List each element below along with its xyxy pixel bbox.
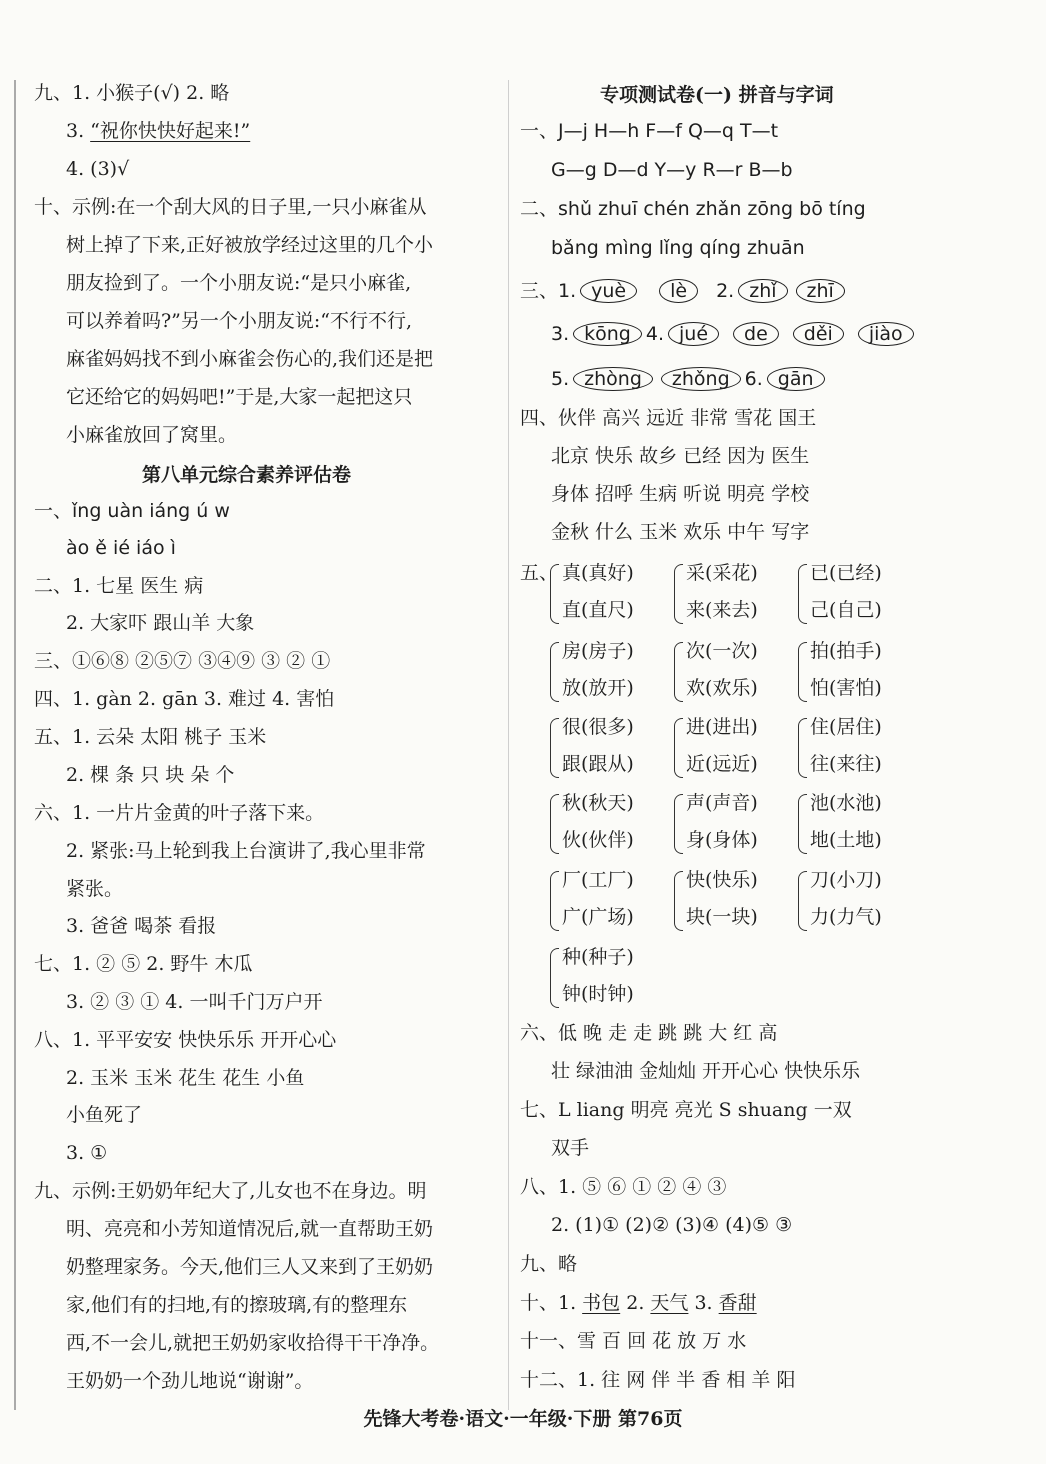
para9-line: 家,他们有的扫地,有的擦玻璃,有的整理东: [66, 1294, 408, 1316]
para10-line: 可以养着吗?”另一个小朋友说:“不行不行,: [66, 310, 413, 332]
char-pair-item: 块(一块): [686, 906, 758, 928]
char-pair-item: 欢(欢乐): [686, 677, 758, 699]
circled-pinyin: zhī: [796, 279, 845, 303]
para10-line: 麻雀妈妈找不到小麻雀会伤心的,我们还是把: [66, 348, 434, 370]
para9-line: 明、亮亮和小芳知道情况后,就一直帮助王奶: [66, 1218, 434, 1240]
char-pair-item: 采(采花): [686, 562, 758, 584]
answer-word: 天气: [650, 1292, 689, 1314]
circled-pinyin: kōng: [573, 322, 642, 346]
unit-q1-b: ào ě ié iáo ì: [66, 537, 176, 559]
para10-line: 十、示例:在一个刮大风的日子里,一只小麻雀从: [34, 196, 427, 218]
char-pair-item: 伙(伙伴): [562, 829, 634, 851]
char-pair-item: 直(直尺): [562, 599, 634, 621]
char-pair-item: 秋(秋天): [562, 792, 634, 814]
item-num: 6.: [744, 368, 763, 390]
para10-line: 它还给它的妈妈吧!”于是,大家一起把这只: [66, 386, 413, 408]
brace-bracket: [798, 794, 807, 854]
circled-pinyin: de: [733, 322, 779, 346]
char-pair-item: 地(土地): [810, 829, 882, 851]
r-q9: 九、略: [520, 1253, 578, 1275]
unit-q6-c: 紧张。: [66, 878, 124, 900]
r-q8-b: 2. (1)① (2)② (3)④ (4)⑤ ③: [551, 1214, 793, 1236]
r-q7-a: 七、L liang 明亮 亮光 S shuang 一双: [520, 1099, 852, 1121]
brace-bracket: [550, 794, 559, 854]
answer-9-3: [66, 118, 250, 144]
unit-q8-c: 小鱼死了: [66, 1104, 143, 1126]
char-pair-item: 身(身体): [686, 829, 758, 851]
unit-q4: 四、1. gàn 2. gān 3. 难过 4. 害怕: [34, 688, 335, 710]
r-q12: 十二、1. 往 网 伴 半 香 相 羊 阳: [520, 1369, 796, 1391]
r-q3-row3: [551, 366, 829, 392]
brace-bracket: [674, 871, 683, 931]
r-q3-row1: [520, 278, 849, 304]
unit-q2-b: 2. 大家吓 跟山羊 大象: [66, 612, 255, 634]
circled-pinyin: jiào: [858, 322, 914, 346]
brace-bracket: [550, 564, 559, 624]
unit-q7-a: 七、1. ② ⑤ 2. 野牛 木瓜: [34, 953, 253, 975]
r-q7-b: 双手: [551, 1137, 590, 1159]
char-pair-item: 房(房子): [562, 640, 634, 662]
item-num: 2.: [620, 1292, 651, 1314]
char-pair-item: 放(放开): [562, 677, 634, 699]
circled-pinyin: yuè: [580, 279, 637, 303]
char-pair-item: 怕(害怕): [810, 677, 882, 699]
r-q8-a: 八、1. ⑤ ⑥ ① ② ④ ③: [520, 1176, 727, 1198]
page-edge: [14, 80, 16, 1410]
circled-pinyin: jué: [668, 322, 719, 346]
para10-line: 小麻雀放回了窝里。: [66, 424, 238, 446]
char-pair-item: 近(远近): [686, 753, 758, 775]
r-q4-line: 金秋 什么 玉米 欢乐 中午 写字: [551, 521, 810, 543]
brace-bracket: [798, 564, 807, 624]
char-pair-item: 池(水池): [810, 792, 882, 814]
r-q1-a: 一、J—j H—h F—f Q—q T—t: [520, 120, 779, 142]
brace-bracket: [798, 871, 807, 931]
item-num: 十、1.: [520, 1292, 583, 1314]
brace-bracket: [674, 718, 683, 778]
para10-line: 树上掉了下来,正好被放学经过这里的几个小: [66, 234, 434, 256]
item-num: 三、1.: [520, 280, 577, 302]
char-pair-item: 真(真好): [562, 562, 634, 584]
r-q11: 十一、雪 百 回 花 放 万 水: [520, 1330, 747, 1352]
r-q2-a: 二、shǔ zhuī chén zhǎn zōng bō tíng: [520, 198, 866, 220]
r-q4-line: 四、伙伴 高兴 远近 非常 雪花 国王: [520, 407, 817, 429]
r-q1-b: G—g D—d Y—y R—r B—b: [551, 159, 793, 181]
r-q5-label: 五、: [520, 562, 559, 584]
circled-pinyin: zhǒng: [661, 367, 741, 391]
answer-word: 香甜: [718, 1292, 757, 1314]
circled-pinyin: gān: [767, 367, 825, 391]
special-test-title: 专项测试卷(一) 拼音与字词: [600, 84, 834, 106]
char-pair-item: 跟(跟从): [562, 753, 634, 775]
circled-pinyin: lè: [659, 279, 698, 303]
unit-q2-a: 二、1. 七星 医生 病: [34, 575, 204, 597]
r-q3-row2: [551, 321, 918, 347]
unit-q6-b: 2. 紧张:马上轮到我上台演讲了,我心里非常: [66, 840, 426, 862]
unit-q6-a: 六、1. 一片片金黄的叶子落下来。: [34, 802, 325, 824]
char-pair-item: 广(广场): [562, 906, 634, 928]
unit-q6-d: 3. 爸爸 喝茶 看报: [66, 915, 217, 937]
char-pair-item: 来(来去): [686, 599, 758, 621]
brace-bracket: [550, 718, 559, 778]
brace-bracket: [550, 871, 559, 931]
para10-line: 朋友捡到了。一个小朋友说:“是只小麻雀,: [66, 272, 412, 294]
char-pair-item: 声(声音): [686, 792, 758, 814]
r-q2-b: bǎng mìng lǐng qíng zhuān: [551, 237, 805, 259]
unit-q1-a: 一、ǐng uàn iáng ú w: [34, 500, 230, 522]
char-pair-item: 种(种子): [562, 946, 634, 968]
char-pair-item: 很(很多): [562, 716, 634, 738]
para9-line: 九、示例:王奶奶年纪大了,儿女也不在身边。明: [34, 1180, 427, 1202]
brace-bracket: [674, 794, 683, 854]
char-pair-item: 刀(小刀): [810, 869, 882, 891]
circled-pinyin: děi: [793, 322, 844, 346]
unit-q7-b: 3. ② ③ ① 4. 一叫千门万户开: [66, 991, 323, 1013]
unit-q5-b: 2. 棵 条 只 块 朵 个: [66, 764, 235, 786]
page-footer: 先锋大考卷·语文·一年级·下册 第76页: [363, 1408, 683, 1430]
brace-bracket: [798, 642, 807, 702]
r-q10: [520, 1290, 757, 1316]
item-num: 2.: [716, 280, 735, 302]
circled-pinyin: zhǐ: [738, 279, 787, 303]
unit-title: 第八单元综合素养评估卷: [142, 464, 352, 486]
circled-pinyin: zhòng: [573, 367, 653, 391]
answer-9-4: 4. (3)√: [66, 158, 130, 180]
char-pair-item: 往(来往): [810, 753, 882, 775]
char-pair-item: 己(自己): [810, 599, 882, 621]
item-num: 5.: [551, 368, 570, 390]
answer-word: 书包: [582, 1292, 621, 1314]
unit-q8-b: 2. 玉米 玉米 花生 花生 小鱼: [66, 1067, 305, 1089]
char-pair-item: 力(力气): [810, 906, 882, 928]
r-q6-b: 壮 绿油油 金灿灿 开开心心 快快乐乐: [551, 1060, 861, 1082]
char-pair-item: 进(进出): [686, 716, 758, 738]
brace-bracket: [798, 718, 807, 778]
item-num: 3.: [66, 120, 91, 142]
answer-9: 九、1. 小猴子(√) 2. 略: [34, 82, 230, 104]
column-divider: [508, 80, 509, 1410]
unit-q3: 三、①⑥⑧ ②⑤⑦ ③④⑨ ③ ② ①: [34, 650, 331, 672]
r-q4-line: 身体 招呼 生病 听说 明亮 学校: [551, 483, 810, 505]
brace-bracket: [674, 564, 683, 624]
char-pair-item: 钟(时钟): [562, 983, 634, 1005]
unit-q8-a: 八、1. 平平安安 快快乐乐 开开心心: [34, 1029, 337, 1051]
item-num: 4.: [645, 323, 665, 345]
brace-bracket: [674, 642, 683, 702]
char-pair-item: 快(快乐): [686, 869, 758, 891]
brace-bracket: [550, 642, 559, 702]
char-pair-item: 住(居住): [810, 716, 882, 738]
item-num: 3.: [551, 323, 570, 345]
answer-quote: “祝你快快好起来!”: [90, 120, 251, 142]
item-num: 3.: [688, 1292, 719, 1314]
unit-q5-a: 五、1. 云朵 太阳 桃子 玉米: [34, 726, 267, 748]
brace-bracket: [550, 948, 559, 1008]
para9-line: 奶整理家务。今天,他们三人又来到了王奶奶: [66, 1256, 434, 1278]
r-q4-line: 北京 快乐 故乡 已经 因为 医生: [551, 445, 810, 467]
para9-line: 王奶奶一个劲儿地说“谢谢”。: [66, 1370, 314, 1392]
char-pair-item: 厂(工厂): [562, 869, 634, 891]
char-pair-item: 已(已经): [810, 562, 882, 584]
char-pair-item: 次(一次): [686, 640, 758, 662]
unit-q8-d: 3. ①: [66, 1142, 108, 1164]
r-q6-a: 六、低 晚 走 走 跳 跳 大 红 高: [520, 1022, 778, 1044]
char-pair-item: 拍(拍手): [810, 640, 882, 662]
para9-line: 西,不一会儿,就把王奶奶家收拾得干干净净。: [66, 1332, 440, 1354]
